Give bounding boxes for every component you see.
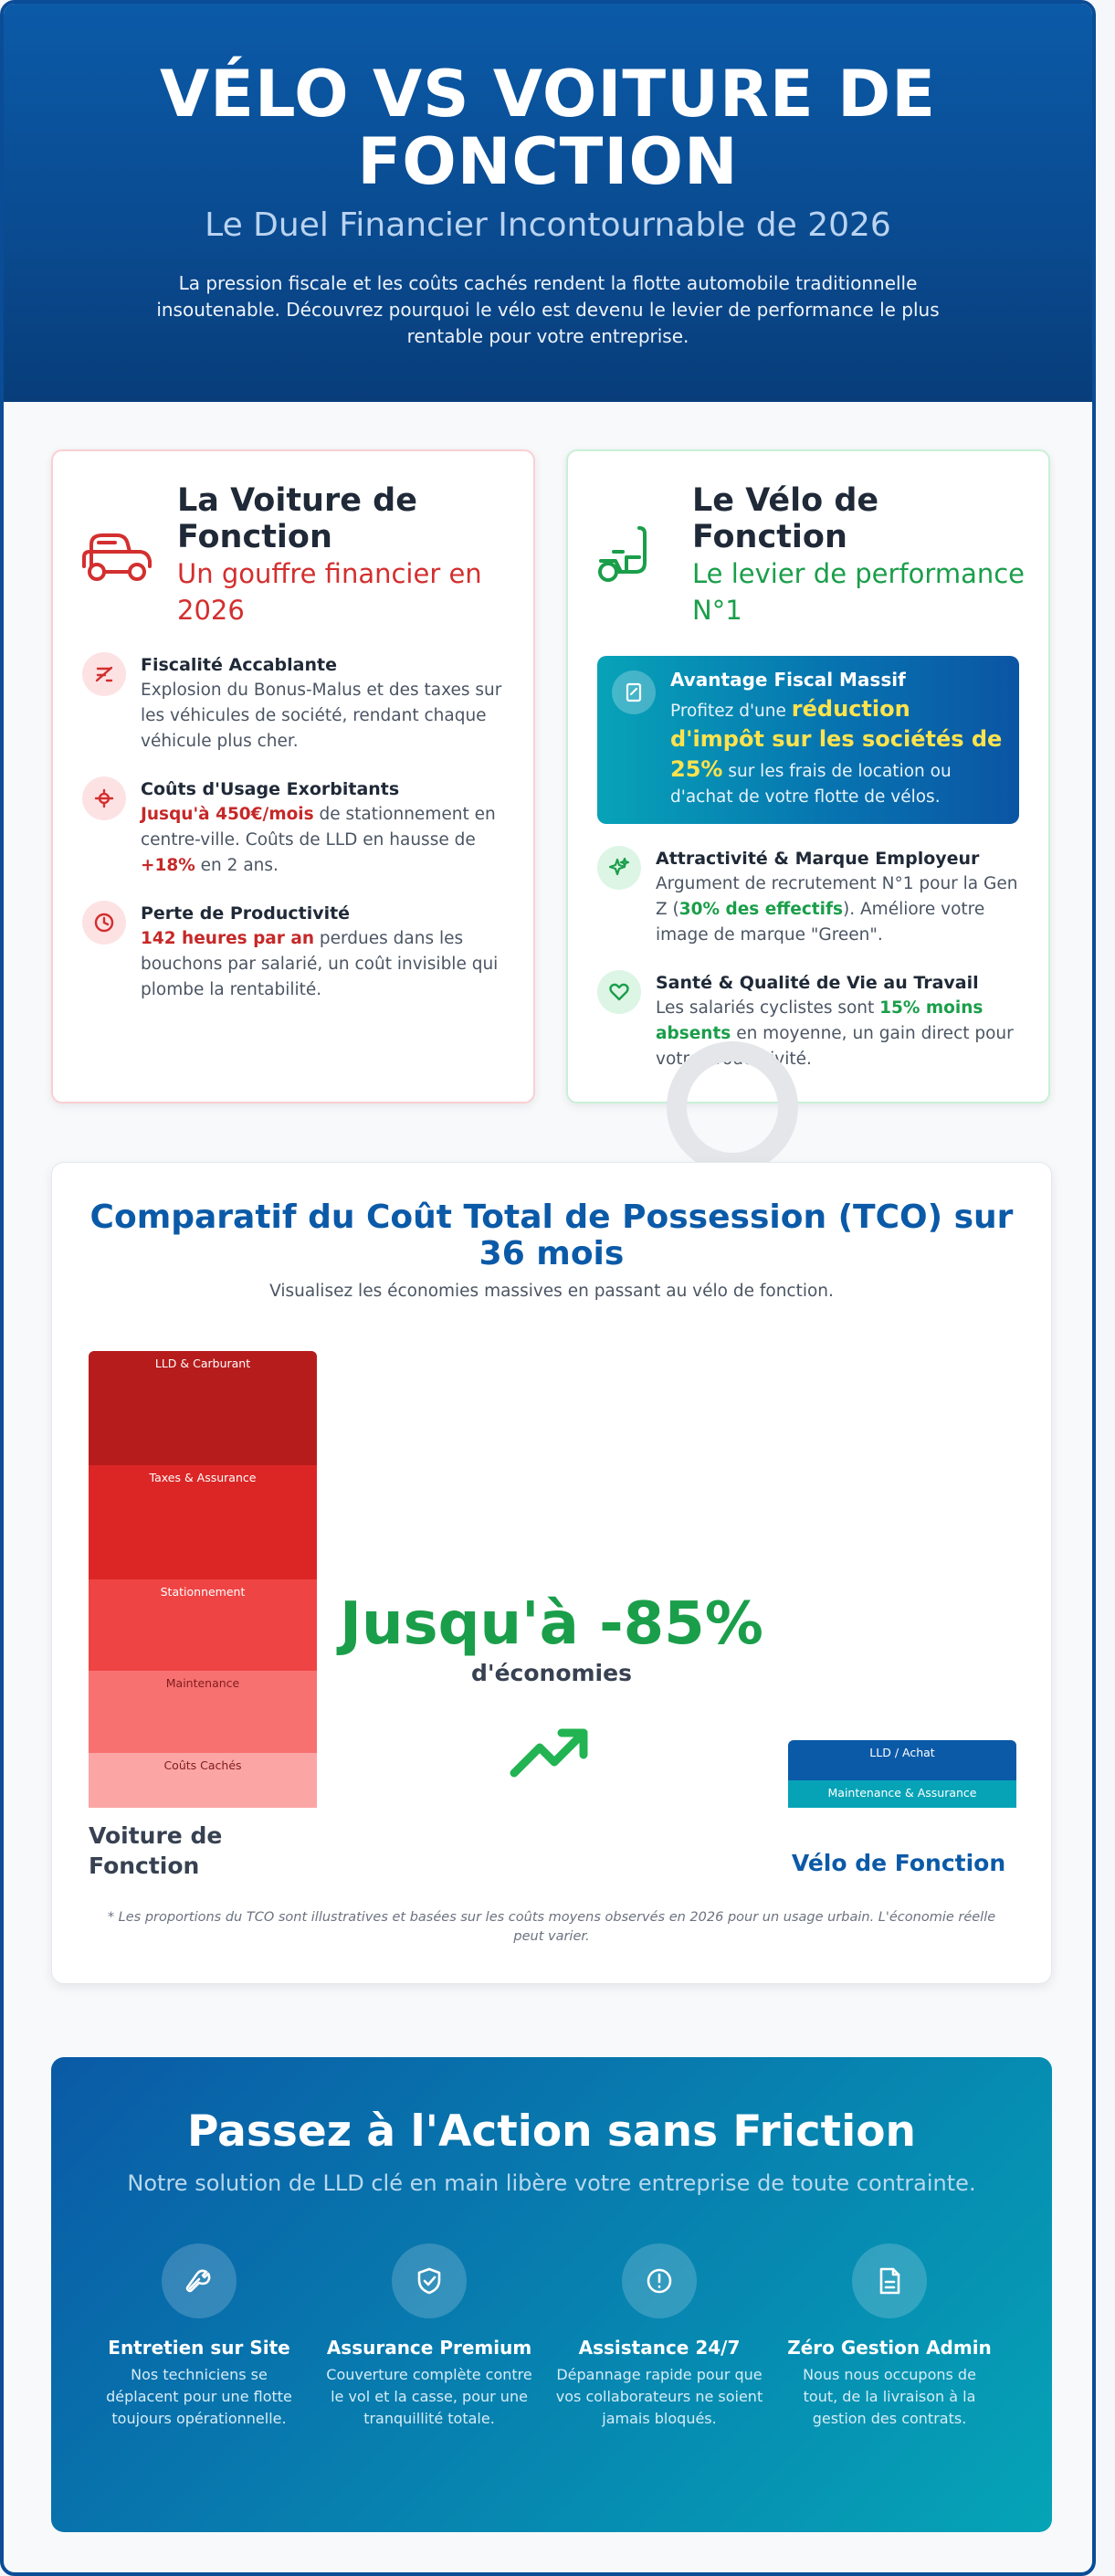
bike-icon (594, 524, 670, 588)
feature-admin-text: Nous nous occupons de tout, de la livraison à la gestion des contrats. (803, 2366, 976, 2427)
tax-icon (82, 652, 126, 696)
feature-insurance (323, 2243, 535, 2430)
page-description: La pression fiscale et les coûts cachés rendent la flotte automobile traditionnelle insoutenable. Découvrez pourquoi le vélo est devenu le levier de performance le plus rentable pour votre entreprise. (156, 272, 940, 347)
feature-insurance-title: Assurance Premium (326, 2337, 532, 2359)
car-item-costs-text-1: de stationnement en centre-ville. Coûts de LLD en hausse de (141, 805, 496, 850)
page-subtitle: Le Duel Financier Incontournable de 2026 (205, 206, 891, 244)
bike-item-health (597, 970, 1021, 1071)
cta-section (51, 2057, 1052, 2532)
tax-reduction-highlight: réduction d'impôt sur les sociétés de 25% (670, 696, 1003, 782)
alert-icon (622, 2243, 697, 2318)
shield-icon (392, 2243, 467, 2318)
tco-subtitle: Visualisez les économies massives en passant au vélo de fonction. (269, 1282, 834, 1301)
bike-card-title: Le Vélo de Fonction (692, 482, 879, 555)
feature-maintenance-title: Entretien sur Site (108, 2337, 290, 2359)
feature-maintenance (93, 2243, 305, 2430)
car-item-costs-title: Coûts d'Usage Exorbitants (141, 779, 400, 799)
saving-value: Jusqu'à -85% (340, 1590, 763, 1658)
car-item-costs-text (141, 802, 506, 879)
attractivity-text-2: ). Améliore votre image de marque "Green". (656, 900, 985, 945)
feature-admin-title: Zéro Gestion Admin (787, 2337, 992, 2359)
wrench-icon (162, 2243, 237, 2318)
sparkles-icon (597, 846, 641, 890)
trending-icon (507, 1722, 594, 1782)
car-icon (79, 524, 155, 588)
tco-segment: LLD & Carburant (89, 1351, 317, 1465)
car-item-fiscal-text: Explosion du Bonus-Malus et des taxes sur les véhicules de société, rendant chaque véhicule plus cher. (141, 681, 502, 751)
feature-maintenance-text: Nos techniciens se déplacent pour une flotte toujours opérationnelle. (106, 2366, 292, 2427)
car-card-title: La Voiture de Fonction (177, 482, 417, 555)
bike-item-attractivity-title: Attractivité & Marque Employeur (656, 849, 980, 869)
absence-highlight: 15% moins absents (656, 998, 984, 1043)
parking-icon (82, 776, 126, 820)
hours-lost-highlight: 142 heures par an (141, 929, 315, 948)
feature-insurance-text: Couverture complète contre le vol et la casse, pour une tranquillité totale. (326, 2366, 532, 2427)
lld-increase-highlight: +18% (141, 856, 195, 875)
fiscal-advantage-box (597, 656, 1019, 824)
receipt-icon (612, 670, 656, 714)
car-card-tagline: Un gouffre financier en 2026 (177, 558, 482, 626)
car-item-fiscal-title: Fiscalité Accablante (141, 655, 337, 675)
feature-admin (784, 2243, 995, 2430)
tco-comparison (51, 1162, 1052, 1984)
fiscal-text-1: Profitez d'une (670, 702, 792, 721)
car-tco-label: Voiture de Fonction (89, 1822, 223, 1879)
cta-title: Passez à l'Action sans Friction (186, 2106, 916, 2157)
bike-item-attractivity (597, 846, 1021, 946)
tco-segment: Coûts Cachés (89, 1753, 317, 1808)
car-item-costs (82, 776, 506, 877)
car-item-costs-text-2: en 2 ans. (195, 856, 279, 875)
tco-title: Comparatif du Coût Total de Possession (TCO) sur 36 mois (89, 1198, 1014, 1272)
fiscal-text-2: sur les frais de location ou d'achat de votre flotte de vélos. (670, 762, 952, 807)
bike-tco-stack (788, 1740, 1016, 1808)
feature-assistance-text: Dépannage rapide pour que vos collaborateurs ne soient jamais bloqués. (555, 2366, 763, 2427)
title-line-2: FONCTION (357, 124, 739, 199)
saving-label: d'économies (471, 1660, 632, 1686)
hero-header (4, 4, 1092, 402)
feature-assistance (553, 2243, 765, 2430)
car-card (51, 449, 535, 1103)
car-item-fiscal (82, 652, 506, 753)
parking-cost-highlight: Jusqu'à 450€/mois (141, 805, 314, 824)
attractivity-text-1: Argument de recrutement N°1 pour la Gen Z ( (656, 874, 1018, 919)
bike-item-attractivity-text (656, 871, 1021, 948)
gen-z-highlight: 30% des effectifs (678, 900, 844, 919)
heart-icon (597, 970, 641, 1014)
page-title (58, 57, 1037, 199)
tco-segment: Taxes & Assurance (89, 1465, 317, 1579)
fiscal-advantage-title: Avantage Fiscal Massif (670, 669, 906, 691)
car-tco-stack (89, 1351, 317, 1808)
feature-assistance-title: Assistance 24/7 (578, 2337, 741, 2359)
tco-segment: Maintenance (89, 1671, 317, 1753)
document-icon (852, 2243, 927, 2318)
health-text-1: Les salariés cyclistes sont (656, 998, 880, 1018)
cta-subtitle: Notre solution de LLD clé en main libère votre entreprise de toute contrainte. (127, 2170, 976, 2196)
title-line-1: VÉLO VS VOITURE DE (159, 57, 937, 132)
bike-card-tagline: Le levier de performance N°1 (692, 558, 1026, 626)
car-item-productivity-text (141, 926, 506, 1003)
clock-icon (82, 901, 126, 945)
tco-segment: LLD / Achat (788, 1740, 1016, 1780)
bike-item-health-title: Santé & Qualité de Vie au Travail (656, 973, 979, 993)
car-item-productivity-text-1: perdues dans les bouchons par salarié, un coût invisible qui plombe la rentabilité. (141, 929, 499, 999)
tco-segment: Maintenance & Assurance (788, 1780, 1016, 1808)
tco-footnote: * Les proportions du TCO sont illustratives et basées sur les coûts moyens observés en 2026 pour un usage urbain. L'économie réelle peut varier. (107, 1910, 996, 1944)
health-text-2: en moyenne, un gain direct pour votre productivité. (656, 1024, 1014, 1069)
fiscal-advantage-text (670, 694, 1005, 810)
car-item-productivity (82, 901, 506, 1001)
tco-segment: Stationnement (89, 1579, 317, 1671)
car-item-productivity-title: Perte de Productivité (141, 903, 351, 924)
bike-tco-label: Vélo de Fonction (791, 1850, 1006, 1876)
decorative-ring (667, 1041, 798, 1173)
bike-card (566, 449, 1050, 1103)
